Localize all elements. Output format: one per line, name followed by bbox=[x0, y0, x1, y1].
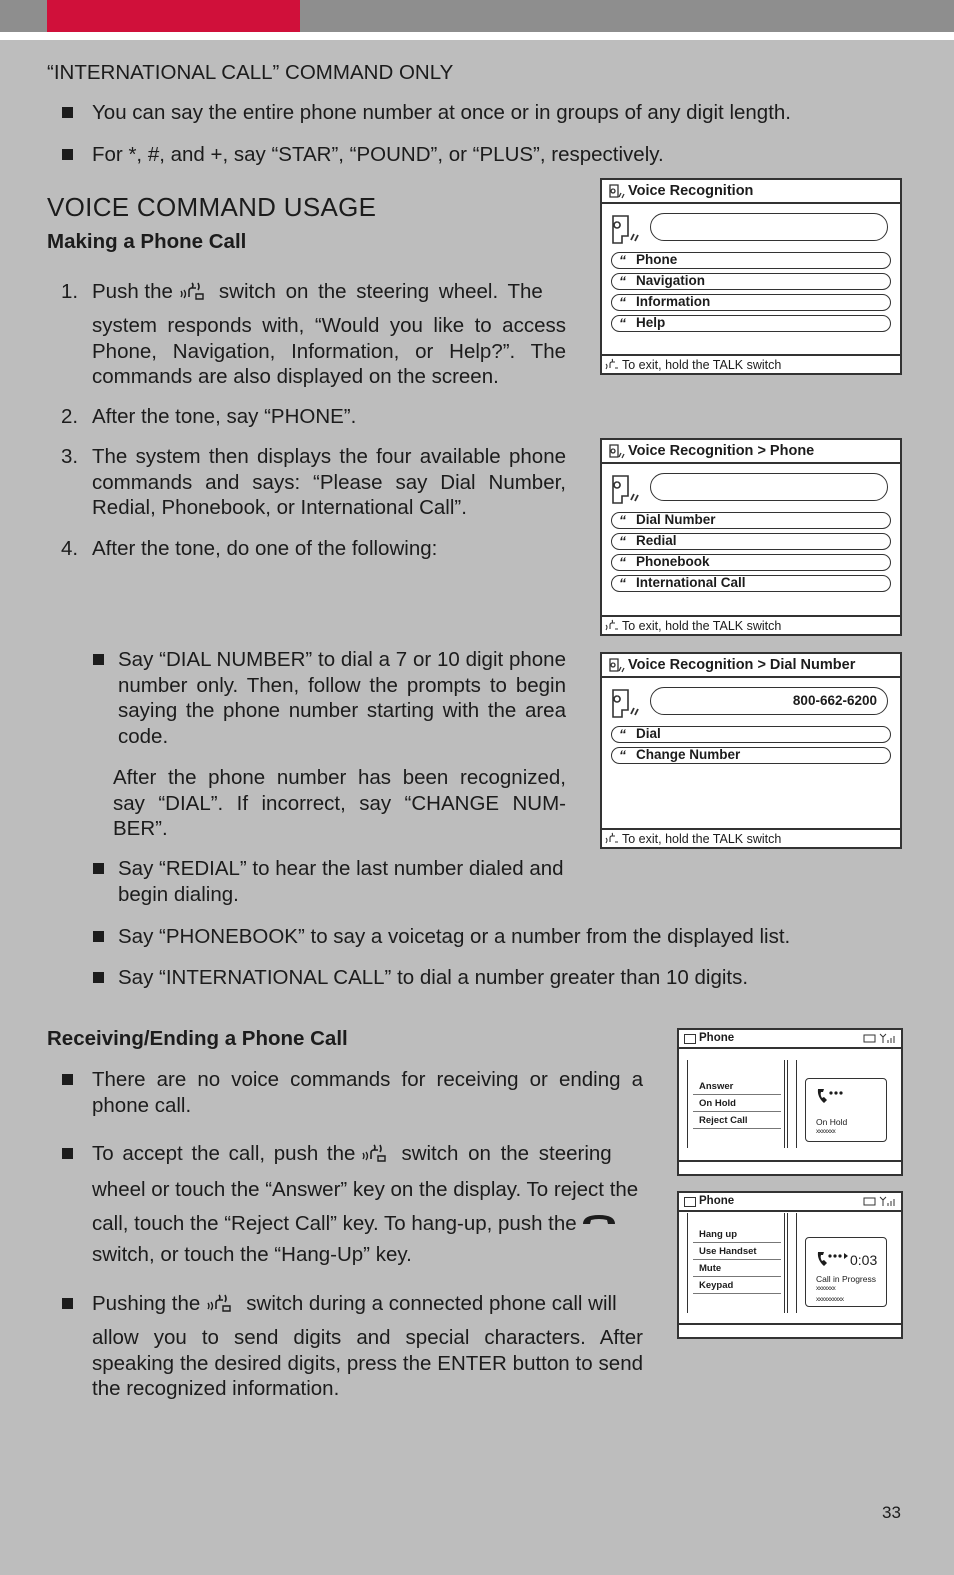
speaker-icon bbox=[610, 474, 642, 506]
hang-up-switch-icon bbox=[581, 1209, 617, 1225]
bullet-square bbox=[62, 1148, 73, 1159]
step-number: 1. bbox=[61, 280, 79, 303]
menu-item-change-number[interactable]: “ Change Number bbox=[611, 747, 891, 764]
b3-text-b: switch during a connected phone call will bbox=[246, 1292, 617, 1315]
voice-recognition-icon bbox=[607, 657, 625, 675]
phone-screen-icon bbox=[684, 1034, 696, 1044]
menu-item-help[interactable]: “ Help bbox=[611, 315, 891, 332]
exit-hint-text: To exit, hold the TALK switch bbox=[622, 832, 782, 846]
bullet-square bbox=[62, 1298, 73, 1309]
screen-title: Phone bbox=[699, 1032, 735, 1044]
talk-switch-icon bbox=[206, 1291, 232, 1313]
divider bbox=[602, 676, 900, 678]
b2-text-d: call, touch the “Reject Call” key. To hang-up, push the bbox=[92, 1212, 577, 1235]
intro-heading: “INTERNATIONAL CALL” COMMAND ONLY bbox=[47, 61, 454, 84]
voice-recognition-icon bbox=[607, 443, 625, 461]
recognized-text-field bbox=[650, 473, 888, 501]
bullet-square bbox=[62, 1074, 73, 1085]
divider bbox=[602, 462, 900, 464]
step-number: 2. bbox=[61, 405, 79, 428]
call-status: On Hold bbox=[816, 1117, 848, 1127]
screen-title: Voice Recognition bbox=[628, 183, 754, 199]
exit-hint bbox=[605, 832, 781, 846]
menu-item-redial[interactable]: “ Redial bbox=[611, 533, 891, 550]
menu-item-navigation[interactable]: “ Navigation bbox=[611, 273, 891, 290]
speaker-icon bbox=[610, 214, 642, 246]
divider bbox=[602, 615, 900, 617]
exit-hint-text: To exit, hold the TALK switch bbox=[622, 358, 782, 372]
hang-up-button[interactable]: Hang up bbox=[693, 1228, 781, 1243]
bullet-square bbox=[93, 863, 104, 874]
receiving-bullet-2-line-2: wheel or touch the “Answer” key on the display. To reject the bbox=[92, 1178, 639, 1201]
reject-call-button[interactable]: Reject Call bbox=[693, 1114, 781, 1129]
caller-number-secondary: xxxxxxxxxx bbox=[816, 1296, 844, 1303]
caller-number: xxxxxxx bbox=[816, 1128, 836, 1135]
bullet-square bbox=[93, 931, 104, 942]
intro-bullet-1: You can say the entire phone number at once or in groups of any digit length. bbox=[92, 101, 791, 124]
phone-ringing-icon bbox=[816, 1087, 844, 1105]
bullet-square bbox=[62, 149, 73, 160]
talk-switch-icon bbox=[605, 832, 619, 844]
divider bbox=[679, 1210, 901, 1212]
b2-text-b: switch on the steering bbox=[401, 1142, 612, 1165]
voice-recognition-screen-main bbox=[600, 178, 902, 375]
step-number: 4. bbox=[61, 537, 79, 560]
receiving-bullet-1: There are no voice commands for receiving or ending a phone call. bbox=[92, 1068, 643, 1117]
receiving-bullet-3-rest: allow you to send digits and special characters. After speaking the desired digits, press the ENTER button to send the recognized information. bbox=[92, 1326, 643, 1400]
talk-switch-icon bbox=[361, 1141, 387, 1163]
divider bbox=[602, 828, 900, 830]
scrollbar[interactable] bbox=[787, 1060, 797, 1148]
bullet-square bbox=[93, 972, 104, 983]
talk-switch-icon bbox=[605, 619, 619, 631]
exit-hint-text: To exit, hold the TALK switch bbox=[622, 619, 782, 633]
section-tab bbox=[47, 0, 300, 32]
subheading-making-call: Making a Phone Call bbox=[47, 230, 247, 253]
subheading-receiving: Receiving/Ending a Phone Call bbox=[47, 1027, 348, 1050]
call-timer: 0:03 bbox=[850, 1252, 878, 1268]
mute-button[interactable]: Mute bbox=[693, 1262, 781, 1277]
intro-bullet-2: For *, #, and +, say “STAR”, “POUND”, or “PLUS”, respectively. bbox=[92, 143, 664, 166]
screen-title: Voice Recognition > Dial Number bbox=[628, 657, 856, 673]
talk-switch-icon bbox=[179, 279, 205, 301]
step-4-text: After the tone, do one of the following: bbox=[92, 537, 438, 560]
divider bbox=[679, 1160, 901, 1162]
menu-item-information[interactable]: “ Information bbox=[611, 294, 891, 311]
divider bbox=[679, 1047, 901, 1049]
on-hold-button[interactable]: On Hold bbox=[693, 1097, 781, 1112]
menu-item-dial-number[interactable]: “ Dial Number bbox=[611, 512, 891, 529]
exit-hint bbox=[605, 358, 781, 372]
receiving-bullet-2-line-3 bbox=[92, 1209, 652, 1237]
bullet-square bbox=[62, 107, 73, 118]
caller-number: xxxxxxx bbox=[816, 1285, 836, 1292]
divider bbox=[679, 1323, 901, 1325]
voice-recognition-screen-dial-number bbox=[600, 652, 902, 849]
receiving-bullet-3-line-1 bbox=[92, 1291, 652, 1317]
step-2-text: After the tone, say “PHONE”. bbox=[92, 405, 357, 428]
talk-switch-icon bbox=[605, 358, 619, 370]
menu-item-international-call[interactable]: “ International Call bbox=[611, 575, 891, 592]
step-1-text-c: system responds with, “Would you like to access Phone, Navigation, Information, or Help?”. The commands are also displayed on the screen. bbox=[92, 314, 566, 388]
call-status: Call in Progress bbox=[816, 1274, 876, 1284]
sub-bullet-international: Say “INTERNATIONAL CALL” to dial a number greater than 10 digits. bbox=[118, 966, 749, 989]
exit-hint bbox=[605, 619, 781, 633]
recognized-number-field: 800-662-6200 bbox=[650, 687, 888, 715]
sub-bullet-phonebook: Say “PHONEBOOK” to say a voicetag or a number from the displayed list. bbox=[118, 925, 791, 948]
speaker-icon bbox=[610, 688, 642, 720]
use-handset-button[interactable]: Use Handset bbox=[693, 1245, 781, 1260]
recognized-text-field bbox=[650, 213, 888, 241]
bullet-square bbox=[93, 654, 104, 665]
sub-bullet-redial: Say “REDIAL” to hear the last number dialed and begin dialing. bbox=[118, 857, 564, 906]
receiving-bullet-2-line-1 bbox=[92, 1141, 652, 1167]
screen-title: Phone bbox=[699, 1195, 735, 1207]
divider bbox=[602, 202, 900, 204]
call-status-panel bbox=[805, 1078, 887, 1142]
section-heading: VOICE COMMAND USAGE bbox=[47, 192, 377, 222]
b2-text-a: To accept the call, push the bbox=[92, 1142, 356, 1165]
receiving-bullet-2-line-4: switch, or touch the “Hang-Up” key. bbox=[92, 1243, 412, 1266]
phone-screen-in-progress bbox=[677, 1191, 903, 1339]
voice-recognition-icon bbox=[607, 183, 625, 201]
menu-item-phonebook[interactable]: “ Phonebook bbox=[611, 554, 891, 571]
menu-item-dial[interactable]: “ Dial bbox=[611, 726, 891, 743]
step-1-line-1 bbox=[92, 279, 566, 305]
divider bbox=[602, 354, 900, 356]
page-number: 33 bbox=[882, 1503, 901, 1522]
keypad-button[interactable]: Keypad bbox=[693, 1279, 781, 1294]
phone-screen-incoming bbox=[677, 1028, 903, 1176]
sub-bullet-dial-number: Say “DIAL NUMBER” to dial a 7 or 10 digit phone number only. Then, follow the prompts to begin saying the phone number starting with the area code. bbox=[118, 648, 566, 748]
phone-screen-icon bbox=[684, 1197, 696, 1207]
battery-signal-icon bbox=[863, 1196, 897, 1207]
step-number: 3. bbox=[61, 445, 79, 468]
header-divider bbox=[0, 32, 954, 40]
screen-title: Voice Recognition > Phone bbox=[628, 443, 815, 459]
phone-call-icon bbox=[816, 1250, 850, 1268]
battery-signal-icon bbox=[863, 1033, 897, 1044]
answer-button[interactable]: Answer bbox=[693, 1080, 781, 1095]
scrollbar[interactable] bbox=[787, 1213, 797, 1313]
voice-recognition-screen-phone bbox=[600, 438, 902, 636]
call-status-panel bbox=[805, 1237, 887, 1307]
step-1-text-a: Push the bbox=[92, 280, 173, 303]
dial-note: After the phone number has been recognized, say “DIAL”. If incorrect, say “CHANGE NUM-BER”. bbox=[113, 766, 566, 840]
step-3-text: The system then displays the four available phone commands and says: “Please say Dial Number, Redial, Phonebook, or International Call”. bbox=[92, 445, 566, 519]
step-1-text-b: switch on the steering wheel. The bbox=[218, 280, 543, 303]
menu-item-phone[interactable]: “ Phone bbox=[611, 252, 891, 269]
b3-text-a: Pushing the bbox=[92, 1292, 201, 1315]
